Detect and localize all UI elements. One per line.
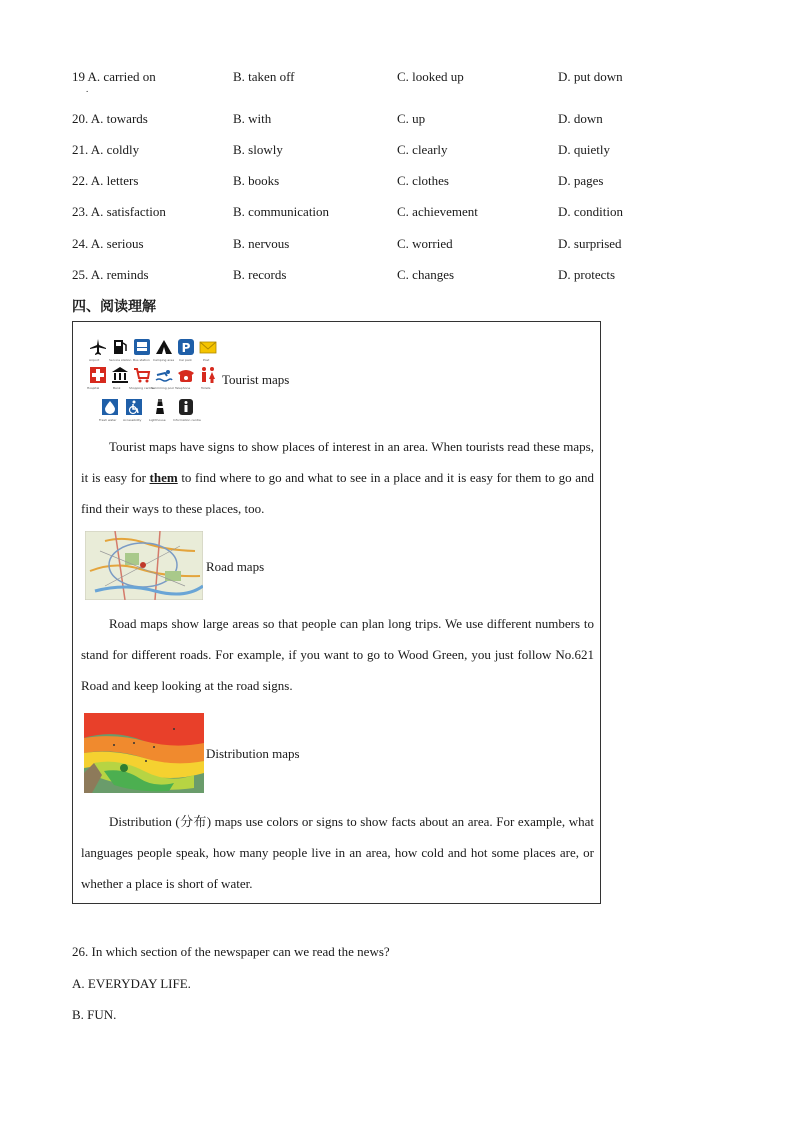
airplane-icon xyxy=(89,338,107,356)
option-c: C. changes xyxy=(397,267,455,282)
option-row-25 xyxy=(72,267,672,287)
option-d: D. protects xyxy=(558,267,616,282)
option-c: C. looked up xyxy=(397,69,464,84)
distribution-maps-caption: Distribution maps xyxy=(206,746,300,761)
option-a: 20. A. towards xyxy=(72,111,148,126)
option-c: C. achievement xyxy=(397,204,478,219)
option-d: D. put down xyxy=(558,69,623,84)
tourist-maps-paragraph xyxy=(81,431,594,524)
wheelchair-icon xyxy=(125,398,143,416)
icon-caption: Bank xyxy=(113,386,121,390)
icon-caption: Post xyxy=(203,358,210,362)
option-c: C. worried xyxy=(397,236,453,251)
option-d: D. condition xyxy=(558,204,623,219)
option-b: B. records xyxy=(233,267,287,282)
option-a: 19 A. carried on xyxy=(72,69,156,84)
mail-icon xyxy=(199,338,217,356)
swimming-icon xyxy=(155,366,173,384)
option-a: 21. A. coldly xyxy=(72,142,140,157)
tourist-icon-legend xyxy=(87,338,227,424)
option-b: B. nervous xyxy=(233,236,290,251)
option-row-19 xyxy=(72,69,672,89)
tent-icon xyxy=(155,338,173,356)
bank-icon xyxy=(111,366,129,384)
option-row-20 xyxy=(72,111,672,131)
option-c: C. up xyxy=(397,111,426,126)
icon-caption: Telephone xyxy=(175,386,191,390)
icon-caption: Service station xyxy=(109,358,132,362)
option-a: 25. A. reminds xyxy=(72,267,149,282)
water-icon xyxy=(101,398,119,416)
icon-caption: Swimming pool xyxy=(151,386,175,390)
question-option-b: B. FUN. xyxy=(72,1007,117,1022)
icon-caption: Information centre xyxy=(173,418,201,422)
parking-icon xyxy=(177,338,195,356)
option-d: D. pages xyxy=(558,173,604,188)
option-c: C. clothes xyxy=(397,173,449,188)
option-row-23 xyxy=(72,204,672,224)
icon-caption: Car park xyxy=(179,358,192,362)
road-maps-caption: Road maps xyxy=(206,559,265,574)
option-a: 22. A. letters xyxy=(72,173,139,188)
road-maps-paragraph xyxy=(81,608,594,701)
reading-passage-box xyxy=(72,321,601,904)
svg-text:P: P xyxy=(181,341,191,355)
option-b: B. books xyxy=(233,173,280,188)
option-d: D. down xyxy=(558,111,603,126)
option-row-21 xyxy=(72,142,672,162)
road-text: Road maps show large areas so that people can plan long trips. We use different numbers to stand for different roads. For example, if you want to go to Wood Green, you just follow No.621 Road and keep looking at the road signs. xyxy=(81,616,594,693)
question-stem: 26. In which section of the newspaper can we read the news? xyxy=(72,944,390,959)
icon-caption: Hospital xyxy=(87,386,100,390)
distribution-maps-paragraph xyxy=(81,806,594,899)
hospital-icon xyxy=(89,366,107,384)
option-c: C. clearly xyxy=(397,142,448,157)
icon-caption: Airport xyxy=(89,358,100,362)
icon-caption: Bus station xyxy=(133,358,150,362)
road-map-image xyxy=(85,531,203,600)
tourist-text-before: Tourist maps have signs to show places of interest in an area. When tourists read these maps, it is easy for xyxy=(81,439,594,485)
info-icon xyxy=(177,398,195,416)
icon-caption: Shopping centre xyxy=(129,386,154,390)
distribution-map-image xyxy=(84,713,204,793)
option-row-22 xyxy=(72,173,672,193)
option-d: D. surprised xyxy=(558,236,622,251)
bus-icon xyxy=(133,338,151,356)
option-d: D. quietly xyxy=(558,142,610,157)
icon-caption: Accessibility xyxy=(123,418,142,422)
telephone-icon xyxy=(177,366,195,384)
tourist-text-after: to find where to go and what to see in a place and it is easy for them to go and find their ways to these places, too. xyxy=(81,470,595,516)
question-option-a: A. EVERYDAY LIFE. xyxy=(72,976,191,991)
tourist-maps-caption: Tourist maps xyxy=(222,372,290,387)
icon-caption: Toilets xyxy=(201,386,211,390)
distribution-text: Distribution (分布) maps use colors or signs to show facts about an area. For example, what languages people speak, how many people live in an area, how cold and hot some places are, or whether a place is short of water. xyxy=(81,814,594,891)
option-row-24 xyxy=(72,236,672,256)
section-title: 四、阅读理解 xyxy=(72,299,156,315)
option-b: B. slowly xyxy=(233,142,283,157)
icon-caption: Fresh water xyxy=(99,418,117,422)
option-a: 24. A. serious xyxy=(72,236,144,251)
lighthouse-icon xyxy=(151,398,169,416)
emphasis-them: them xyxy=(149,470,178,485)
fuel-icon xyxy=(111,338,129,356)
option-a: 23. A. satisfaction xyxy=(72,204,166,219)
row-marker: . xyxy=(86,84,89,94)
option-b: B. taken off xyxy=(233,69,295,84)
icon-caption: Camping area xyxy=(153,358,175,362)
option-b: B. communication xyxy=(233,204,330,219)
icon-caption: Lighthouse xyxy=(149,418,166,422)
option-b: B. with xyxy=(233,111,272,126)
toilet-icon xyxy=(199,366,217,384)
cart-icon xyxy=(133,366,151,384)
